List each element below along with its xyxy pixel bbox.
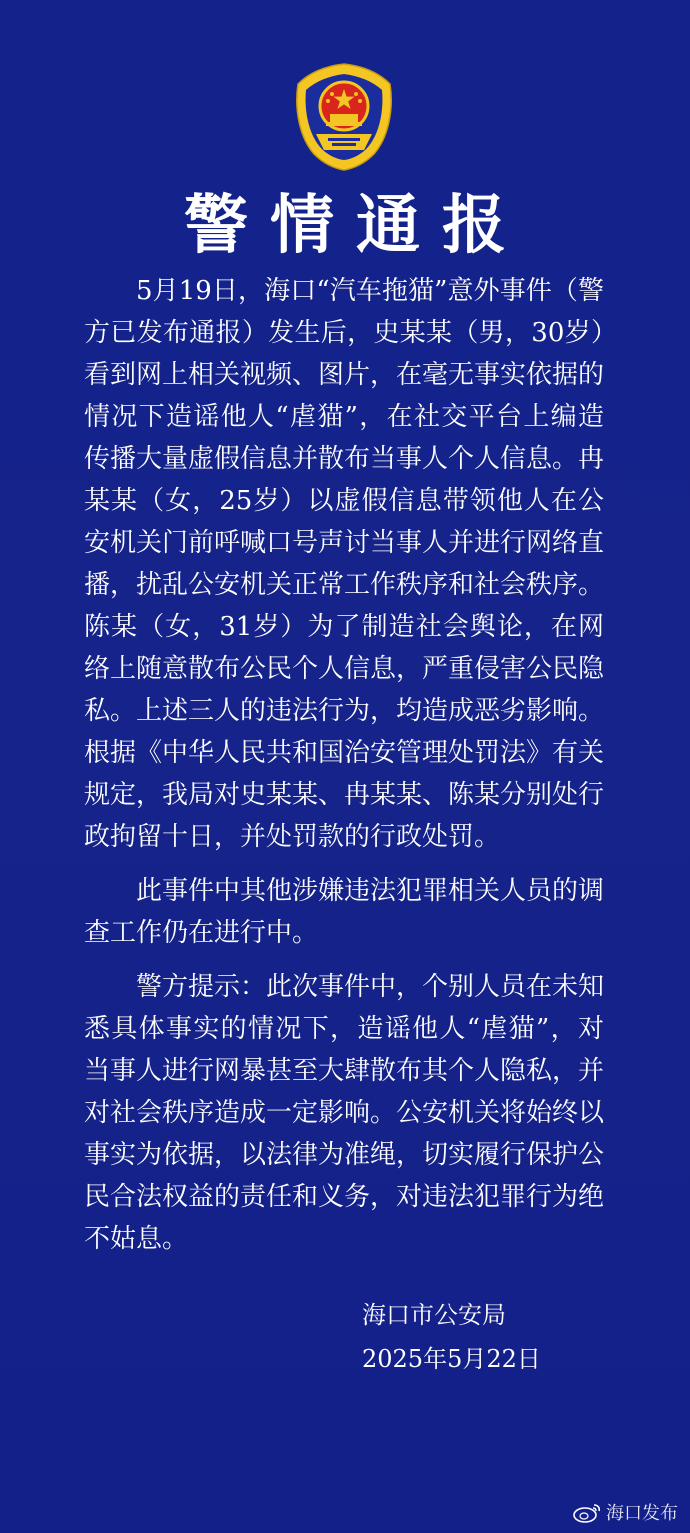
- bulletin-body: [84, 270, 604, 1272]
- issuer-name: 海口市公安局: [362, 1301, 506, 1329]
- watermark-text: 海口发布: [606, 1503, 678, 1524]
- police-emblem-icon: [292, 62, 396, 172]
- issue-date: 2025年5月22日: [362, 1345, 541, 1373]
- weibo-icon: [572, 1501, 602, 1523]
- watermark: [572, 1499, 678, 1525]
- bulletin-title: 警情通报: [184, 189, 528, 263]
- signature-block: [362, 1293, 541, 1381]
- bulletin-paragraph: 5月19日，海口“汽车拖猫”意外事件（警方已发布通报）发生后，史某某（男，30岁）看到网上相关视频、图片，在毫无事实依据的情况下造谣他人“虐猫”，在社交平台上编造传播大量虚假信息并散布当事人个人信息。冉某某（女，25岁）以虚假信息带领他人在公安机关门前呼喊口号声讨当事人并进行网络直播，扰乱公安机关正常工作秩序和社会秩序。陈某（女，31岁）为了制造社会舆论，在网络上随意散布公民个人信息，严重侵害公民隐私。上述三人的违法行为，均造成恶劣影响。根据《中华人民共和国治安管理处罚法》有关规定，我局对史某某、冉某某、陈某分别处行政拘留十日，并处罚款的行政处罚。: [84, 276, 605, 852]
- bulletin-paragraph: 此事件中其他涉嫌违法犯罪相关人员的调查工作仍在进行中。: [84, 876, 605, 948]
- bulletin-paragraph: 警方提示：此次事件中，个别人员在未知悉具体事实的情况下，造谣他人“虐猫”，对当事人进行网暴甚至大肆散布其个人隐私，并对社会秩序造成一定影响。公安机关将始终以事实为依据，以法律为准绳，切实履行保护公民合法权益的责任和义务，对违法犯罪行为绝不姑息。: [84, 972, 605, 1254]
